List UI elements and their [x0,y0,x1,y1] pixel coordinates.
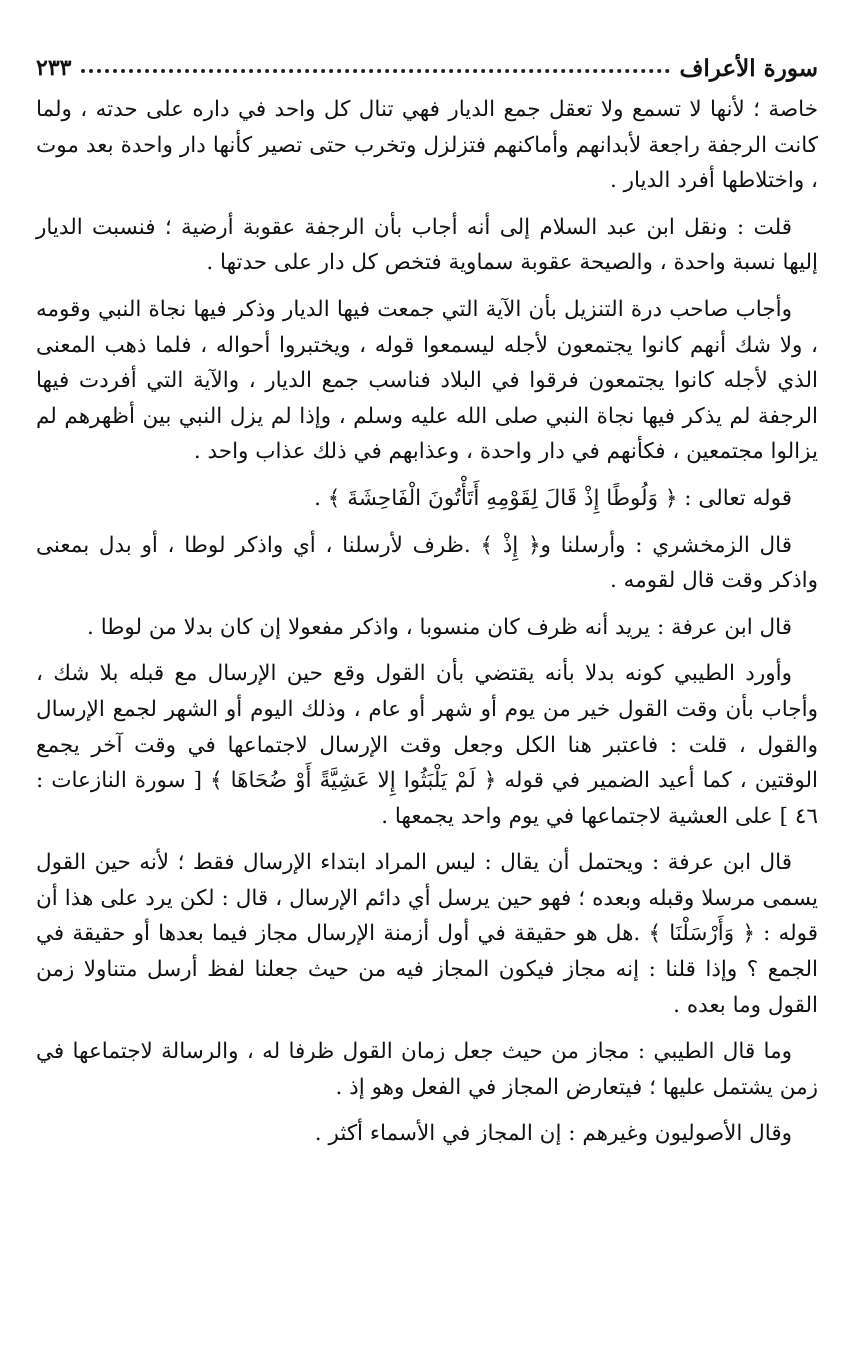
paragraph: وقال الأصوليون وغيرهم : إن المجاز في الأسماء أكثر . [314,1121,792,1147]
paragraph: وما قال الطيبي : مجاز من حيث جعل زمان القول ظرفا له ، والرسالة لاجتماعها في زمن يشتمل عليها ؛ فيتعارض المجاز في الفعل وهو إذ . [36,1039,818,1100]
running-title: سورة الأعراف [679,54,818,82]
paragraph: قال ابن عرفة : ويحتمل أن يقال : ليس المراد ابتداء الإرسال فقط ؛ لأنه حين القول يسمى مرسلا وقبله وبعده ؛ فهو حين يرسل أي دائم الإرسال ، قال : لكن يرد على هذا أن قوله : ﴿ وَأَرْسَلْنَا ﴾ .هل هو حقيقة في أول أزمنة الإرسال مجاز فيما بعدها أو حقيقة في الجمع ؟ وإذا قلنا : إنه مجاز فيكون المجاز فيه من حيث جعلنا لفظ أرسل متناولا زمن القول وما بعده . [36,850,818,1018]
paragraph: قلت : ونقل ابن عبد السلام إلى أنه أجاب بأن الرجفة عقوبة أرضية ؛ فنسبت الديار إليها نسبة واحدة ، والصيحة عقوبة سماوية فتخص كل دار على حدتها . [36,214,818,276]
paragraph: وأجاب صاحب درة التنزيل بأن الآية التي جمعت فيها الديار وذكر فيها نجاة النبي وقومه ، ولا شك أنهم كانوا يجتمعون لأجله ليسمعوا قوله ، ويختبروا أحواله ، فلما ذهب المعنى الذي لأجله كانوا يجتمعون فرقوا في البلاد فناسب جمع الديار ، والآية التي أفردت فيها الرجفة لم يذكر فيها نجاة النبي صلى الله عليه وسلم ، وإذا لم يزل النبي بين أظهرهم لم يزالوا مجتمعين ، فكأنهم في دار واحدة ، وعذابهم في ذلك عذاب واحد . [36,296,818,465]
paragraph: خاصة ؛ لأنها لا تسمع ولا تعقل جمع الديار فهي تنال كل واحد في داره على حدته ، ولما كانت الرجفة راجعة لأبدانهم وأماكنهم فتزلزل وتخرب حتى تصير كأنها دار واحدة بعد موت ، واختلاطها أفرد الديار . [36,97,818,194]
quran-verse-paragraph: قوله تعالى : ﴿ وَلُوطًا إِذْ قَالَ لِقَوْمِهِ أَتَأْتُونَ الْفَاحِشَةَ ﴾ . [314,485,792,511]
page-number: ٢٣٣ [36,55,72,81]
leader-dots [81,69,669,73]
paragraph: قال الزمخشري : وأرسلنا و﴿ إِذْ ﴾ .ظرف لأرسلنا ، أي واذكر لوطا ، أو بدل بمعنى واذكر وقت قال لقومه . [36,532,818,594]
paragraph: وأورد الطيبي كونه بدلا بأنه يقتضي بأن القول وقع حين الإرسال مع قبله بلا شك ، وأجاب بأن وقت القول خير من يوم أو شهر أو عام ، وذلك اليوم أو الشهر لجمع الإرسال والقول ، قلت : فاعتبر هنا الكل وجعل وقت الإرسال لاجتماعها في وقت آخر يجمع الوقتين ، كما أعيد الضمير في قوله ﴿ لَمْ يَلْبَثُوا إِلا عَشِيَّةً أَوْ ضُحَاهَا ﴾ [ سورة النازعات : ٤٦ ] على العشية لاجتماعها في يوم واحد يجمعها . [36,661,818,829]
body-text [36,92,818,1152]
page-header [36,48,818,88]
paragraph: قال ابن عرفة : يريد أنه ظرف كان منسوبا ، واذكر مفعولا إن كان بدلا من لوطا . [87,614,792,640]
